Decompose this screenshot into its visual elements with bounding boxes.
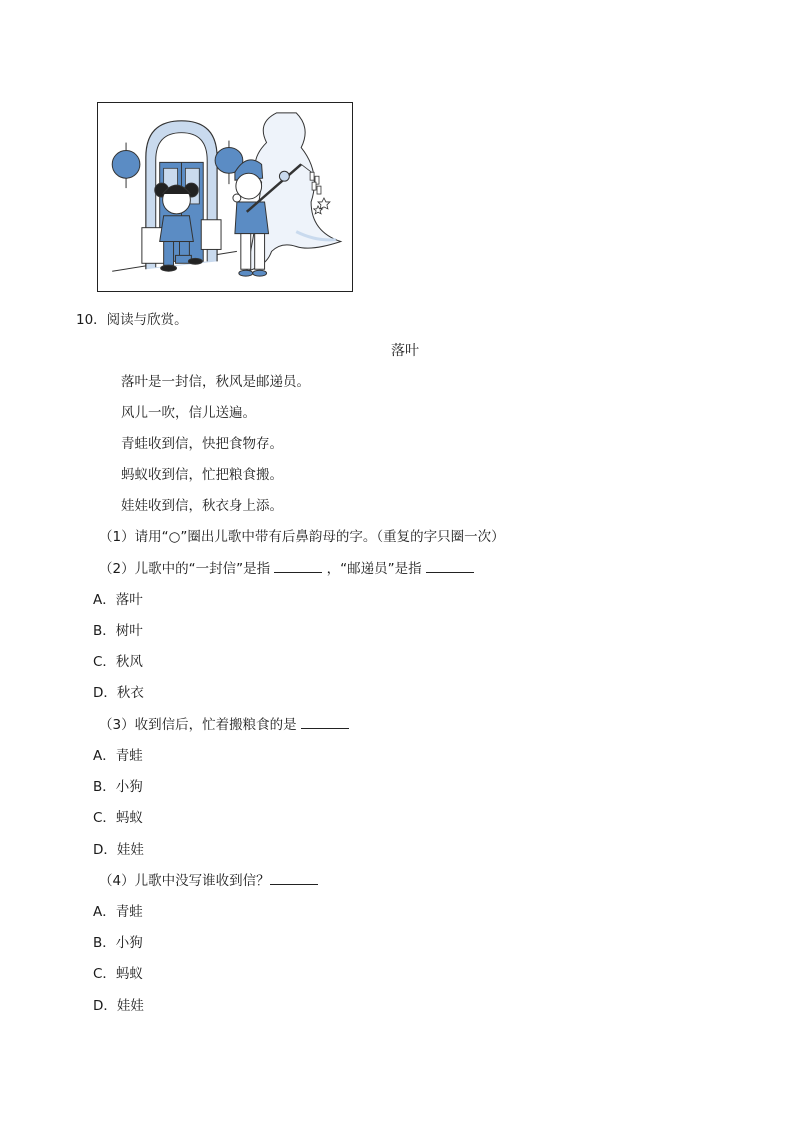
option-item[interactable]: D．娃娃 xyxy=(93,842,144,858)
answer-blank[interactable] xyxy=(426,560,474,573)
option-item[interactable]: B．小狗 xyxy=(93,779,143,795)
subquestion-3-text: （3）收到信后，忙着搬粮食的是 xyxy=(99,717,301,733)
option-item[interactable]: C．蚂蚁 xyxy=(93,966,143,982)
poem-line: 青蛙收到信，快把食物存。 xyxy=(121,436,283,452)
subquestion-1: （1）请用“○”圈出儿歌中带有后鼻韵母的字。（重复的字只圈一次） xyxy=(99,529,505,545)
poem-line: 蚂蚁收到信，忙把粮食搬。 xyxy=(121,467,283,483)
poem-line: 落叶是一封信，秋风是邮递员。 xyxy=(121,374,310,390)
option-item[interactable]: C．蚂蚁 xyxy=(93,810,143,826)
illustration-image xyxy=(97,102,353,292)
option-item[interactable]: A．青蛙 xyxy=(93,904,143,920)
option-item[interactable]: A．青蛙 xyxy=(93,748,143,764)
subquestion-3 xyxy=(99,716,349,734)
poem-title: 落叶 xyxy=(391,343,419,359)
poem-line: 娃娃收到信，秋衣身上添。 xyxy=(121,498,283,514)
answer-blank[interactable] xyxy=(274,560,322,573)
subquestion-2-text-b: ，“邮递员”是指 xyxy=(322,561,426,577)
option-item[interactable]: D．秋衣 xyxy=(93,685,144,701)
subquestion-2-text-a: （2）儿歌中的“一封信”是指 xyxy=(99,561,275,577)
subquestion-4 xyxy=(99,872,318,890)
subquestion-4-text: （4）儿歌中没写谁收到信？ xyxy=(99,873,270,889)
option-item[interactable]: D．娃娃 xyxy=(93,998,144,1014)
answer-blank[interactable] xyxy=(301,716,349,729)
option-item[interactable]: A．落叶 xyxy=(93,592,143,608)
subquestion-2 xyxy=(99,560,474,578)
question-heading: 10．阅读与欣赏。 xyxy=(76,312,188,328)
poem-line: 风儿一吹，信儿送遍。 xyxy=(121,405,256,421)
answer-blank[interactable] xyxy=(270,872,318,885)
option-item[interactable]: C．秋风 xyxy=(93,654,143,670)
option-item[interactable]: B．树叶 xyxy=(93,623,143,639)
option-item[interactable]: B．小狗 xyxy=(93,935,143,951)
